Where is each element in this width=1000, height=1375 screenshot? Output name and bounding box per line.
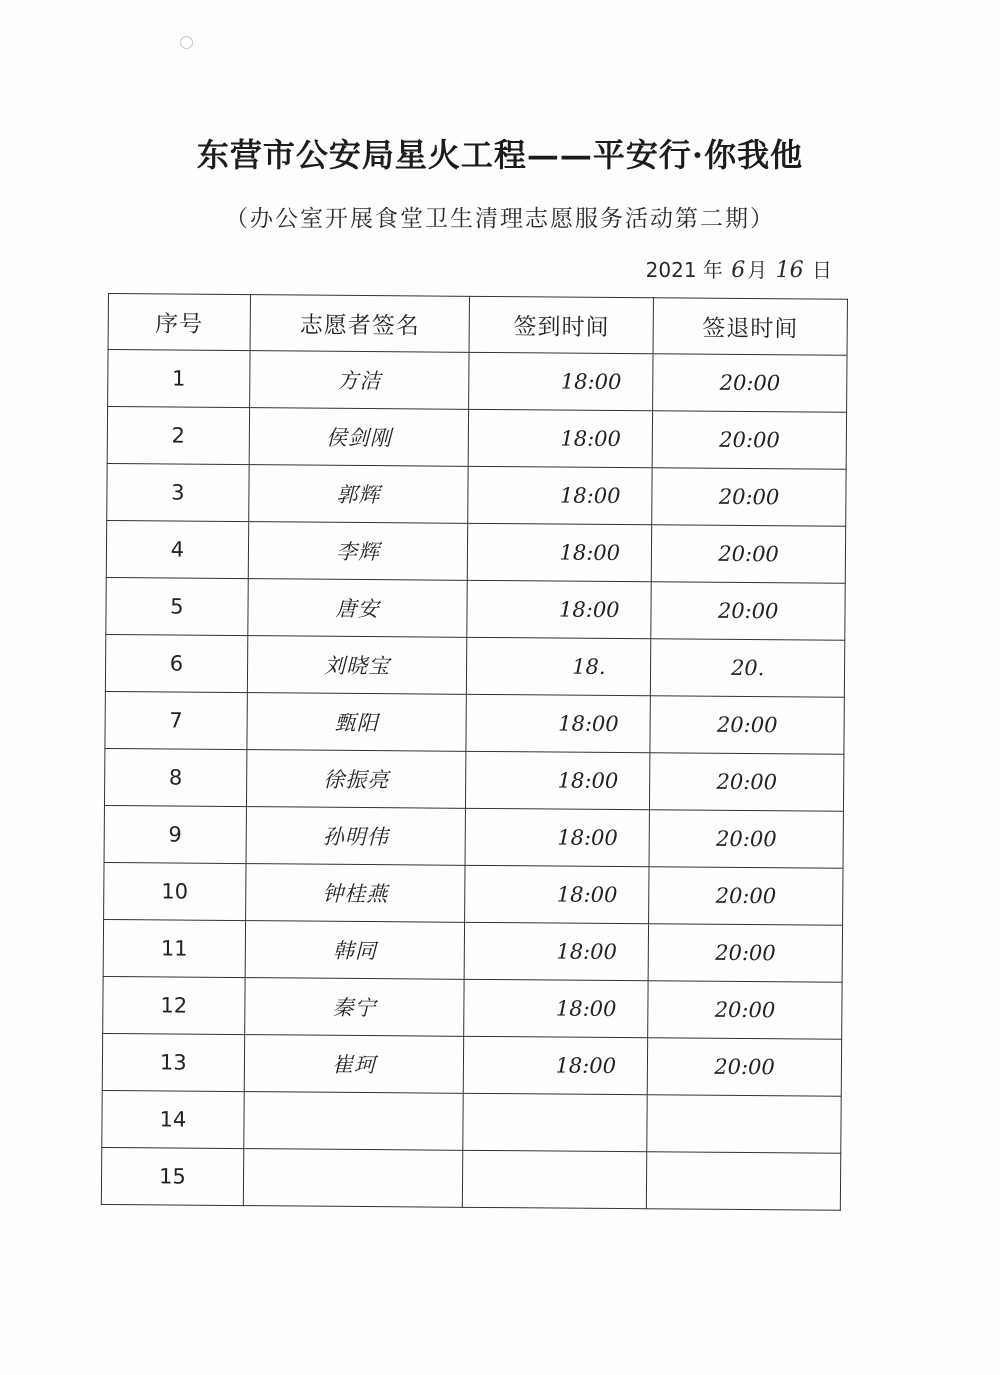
volunteer-signature-cell [247,636,467,695]
table-row [104,748,843,811]
sign-in-time: 18:00 [560,369,622,395]
volunteer-signature: 甄阳 [334,710,379,736]
volunteer-signature-cell [245,864,465,923]
row-number: 11 [160,936,188,961]
row-number: 14 [159,1107,187,1132]
date-year: 2021 年 [645,258,723,282]
header-number: 序号 [108,294,250,351]
table-row [107,463,846,526]
row-number-cell [104,862,246,920]
row-number-cell [101,1147,243,1205]
table-row [108,350,847,413]
date-month-unit: 月 [747,258,768,282]
volunteer-signature-cell [244,1035,464,1094]
volunteer-signature-cell [245,921,465,980]
volunteer-signature: 刘晓宝 [324,653,391,679]
row-number-cell [107,407,249,465]
table-row [104,805,843,868]
row-number: 10 [161,879,189,904]
sign-out-time-cell [650,753,844,812]
table-row [101,1147,840,1210]
sign-in-time-cell [465,808,649,866]
sign-out-time-cell [647,1095,841,1154]
row-number: 8 [168,765,183,790]
row-number-cell [102,1033,244,1091]
row-number-cell [102,1090,244,1148]
sign-in-time: 18:00 [560,426,622,452]
sign-out-time: 20:00 [716,769,778,795]
sign-out-time-cell [651,639,845,698]
row-number: 6 [169,651,184,676]
table-row [105,691,844,754]
sign-in-time-cell [465,865,649,923]
sign-in-time-cell [469,409,653,467]
volunteer-signature: 钟桂燕 [322,881,389,907]
sign-in-time-cell [464,1036,648,1094]
row-number-cell [106,520,248,578]
date-day-unit: 日 [812,258,832,282]
row-number: 2 [171,423,186,448]
volunteer-signature-cell [248,465,468,524]
sign-in-time: 18:00 [557,768,619,794]
sign-in-time-cell [466,694,650,752]
sign-out-time: 20:00 [717,598,779,624]
table-row [103,919,842,982]
row-number: 12 [160,993,188,1018]
sign-in-time: 18:00 [559,483,621,509]
table-row [105,634,844,697]
sign-in-time-cell [466,751,650,809]
volunteer-signature-cell [246,807,466,866]
row-number: 9 [168,822,182,847]
table-row [102,1033,841,1096]
volunteer-signature-cell [247,693,467,752]
volunteer-signature: 方洁 [337,368,382,394]
row-number: 15 [158,1164,186,1189]
sign-in-time: 18:00 [556,939,618,965]
volunteer-signature: 唐安 [335,596,380,622]
header-sign-in-time: 签到时间 [469,296,653,353]
table-body [101,350,847,1211]
volunteer-signature: 秦宁 [332,995,377,1021]
row-number: 4 [170,537,185,562]
date-month: 6 [731,258,746,283]
header-signature: 志愿者签名 [250,295,470,353]
row-number-cell [103,919,245,977]
sign-out-time-cell [647,1152,841,1211]
sign-out-time-cell [649,810,843,869]
sign-out-time: 20:00 [714,997,776,1023]
row-number: 7 [169,708,183,733]
sign-out-time: 20:00 [715,940,776,966]
sign-in-time: 18:00 [558,597,620,623]
sign-in-time: 18:00 [556,882,618,908]
volunteer-signature: 崔珂 [331,1052,377,1078]
sign-out-time: 20:00 [716,712,778,738]
row-number-cell [104,805,246,863]
volunteer-signature: 郭辉 [336,482,381,508]
sign-in-time-cell [467,637,651,695]
volunteer-signature-cell [243,1149,463,1208]
row-number-cell [107,463,249,521]
sign-out-time: 20:00 [715,883,777,909]
volunteer-signin-table [101,293,848,1211]
punch-hole-mark [180,36,193,49]
sign-out-time: 20:00 [718,484,780,510]
volunteer-signature: 侯剑刚 [325,425,393,451]
sign-out-time-cell [648,981,842,1040]
volunteer-signature-cell [244,1092,464,1151]
sign-in-time: 18:00 [559,540,621,566]
row-number-cell [106,577,248,635]
sign-in-time-cell [469,352,653,410]
table-header-row [108,294,847,356]
sign-in-time: 18. [572,654,606,679]
sign-out-time-cell [653,354,847,413]
table-row [104,862,843,925]
sign-out-time-cell [651,582,845,641]
sign-out-time: 20:00 [715,826,777,852]
sign-in-time-cell [468,523,652,581]
volunteer-signature-cell [248,522,468,581]
sign-in-time: 18:00 [555,1053,617,1079]
table-row [102,1090,841,1153]
sign-out-time: 20. [730,655,765,681]
volunteer-signature-cell [249,351,469,410]
sign-in-time-cell [463,1093,647,1151]
sign-in-time-cell [467,580,651,638]
table-row [106,520,845,583]
sign-out-time-cell [652,468,846,527]
row-number-cell [103,976,245,1034]
row-number: 5 [170,594,184,619]
table-row [107,407,846,470]
sign-out-time: 20:00 [718,541,779,567]
sign-in-time-cell [463,1150,647,1208]
row-number-cell [105,691,247,749]
sign-in-time-cell [468,466,652,524]
sign-in-time-cell [464,979,648,1037]
volunteer-signature-cell [246,750,466,809]
sign-out-time-cell [652,411,846,470]
sign-out-time: 20:00 [719,427,780,453]
sign-out-time-cell [650,696,844,755]
row-number-cell [108,350,250,408]
volunteer-signature-cell [248,579,468,638]
volunteer-signature-cell [249,408,469,467]
sign-in-time-cell [464,922,648,980]
sign-out-time: 20:00 [719,370,781,396]
header-sign-out-time: 签退时间 [653,298,847,356]
volunteer-signature: 韩同 [332,938,377,964]
volunteer-signature: 孙明伟 [322,824,389,850]
sign-in-time: 18:00 [558,711,619,737]
date-line [646,254,832,283]
table-row [103,976,842,1039]
row-number: 1 [171,366,186,391]
volunteer-signature-cell [244,978,464,1037]
volunteer-signature: 李辉 [335,539,381,565]
page-subtitle: （办公室开展食堂卫生清理志愿服务活动第二期） [225,206,775,232]
row-number: 13 [159,1050,187,1075]
sign-out-time: 20:00 [714,1054,775,1080]
page-title: 东营市公安局星火工程——平安行·你我他 [196,136,804,174]
sign-out-time-cell [647,1038,841,1097]
sign-out-time-cell [649,867,843,926]
sign-in-time: 18:00 [555,996,617,1022]
sign-out-time-cell [651,525,845,584]
row-number: 3 [171,480,185,505]
volunteer-signature: 徐振亮 [323,767,390,793]
sign-in-time: 18:00 [557,825,618,851]
row-number-cell [105,634,247,692]
table-row [106,577,845,640]
date-day: 16 [775,258,804,283]
row-number-cell [104,748,246,806]
sign-out-time-cell [648,924,842,983]
